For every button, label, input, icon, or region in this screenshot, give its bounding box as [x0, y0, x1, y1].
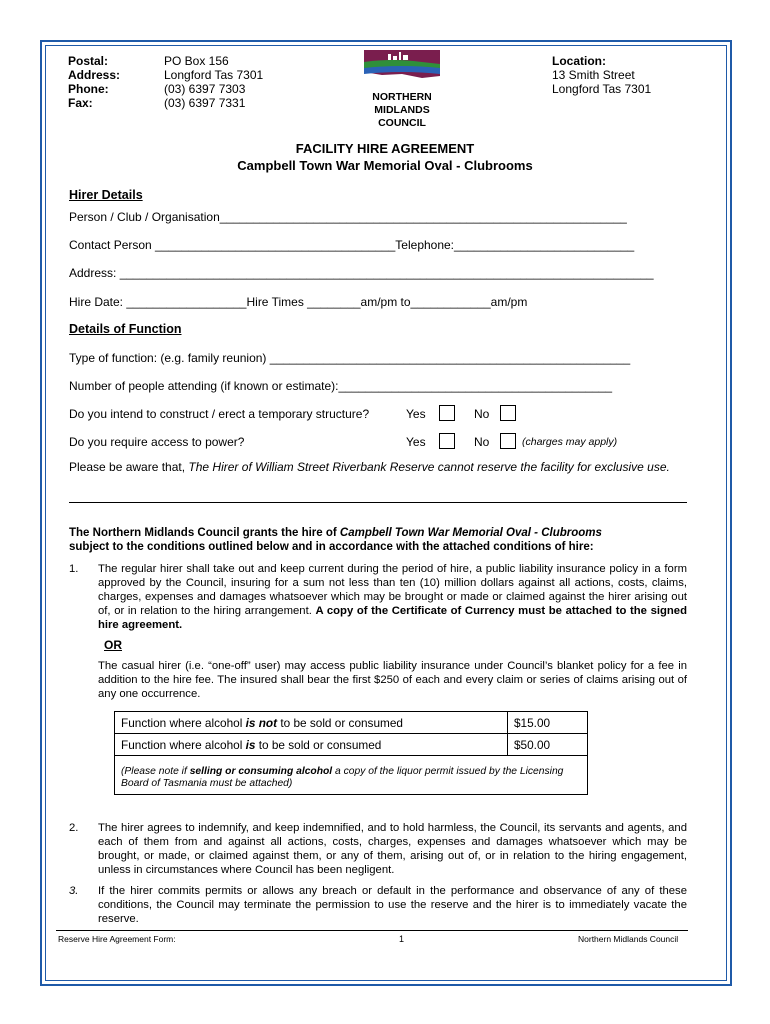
logo-line-3: COUNCIL — [378, 117, 426, 129]
hire-date-field[interactable]: Hire Date: __________________Hire Times ________am/pm to____________am/pm — [69, 295, 528, 309]
location-block — [552, 54, 651, 96]
address-label: Address: — [68, 68, 121, 82]
condition-1-bold: A copy of the Certificate of Currency must be attached to the signed hire agreement. — [98, 605, 687, 631]
contact-values — [164, 54, 263, 110]
contact-labels — [68, 54, 120, 110]
fee-note-row — [115, 756, 588, 795]
logo-text — [352, 91, 452, 130]
logo-line-2: MIDLANDS — [374, 104, 430, 116]
document-title — [0, 140, 770, 174]
grant-text-2: subject to the conditions outlined below and in accordance with the attached conditions of hire: — [69, 541, 594, 553]
phone-label: Phone: — [68, 82, 109, 96]
power-no-label: No — [474, 435, 490, 449]
grant-facility: Campbell Town War Memorial Oval - Clubrooms — [339, 527, 602, 539]
footer-council-name: Northern Midlands Council — [578, 934, 679, 944]
hirer-details-heading: Hirer Details — [69, 188, 143, 202]
address-field[interactable]: Address: ________________________________________________________________________________ — [69, 266, 654, 280]
grant-text-1: The Northern Midlands Council grants the hire of — [69, 527, 340, 539]
phone-value: (03) 6397 7303 — [164, 82, 246, 96]
condition-3-number: 3. — [69, 885, 79, 897]
footer-rule — [56, 930, 688, 931]
power-question: Do you require access to power? — [69, 435, 245, 449]
grant-statement — [69, 526, 687, 554]
fee-row — [115, 712, 588, 734]
fax-value: (03) 6397 7331 — [164, 96, 246, 110]
condition-2-number: 2. — [69, 822, 79, 834]
casual-hirer-text: The casual hirer (i.e. “one-off” user) may access public liability insurance under Council’s blanket policy for a fee in addition to the hire fee. The insured shall bear the first $250 of each and every claim or series of claims arising out of any one occurrence. — [98, 660, 687, 700]
structure-no-checkbox[interactable] — [500, 405, 516, 421]
location-street: 13 Smith Street — [552, 68, 635, 82]
address-value: Longford Tas 7301 — [164, 68, 264, 82]
postal-value: PO Box 156 — [164, 54, 229, 68]
council-logo-graphic — [362, 48, 442, 84]
fee-description: Function where alcohol is to be sold or consumed — [115, 734, 508, 756]
charges-note: (charges may apply) — [522, 436, 618, 448]
or-label: OR — [104, 638, 122, 652]
location-label: Location: — [552, 54, 606, 68]
notice-italic: The Hirer of William Street Riverbank Reserve cannot reserve the facility for exclusive use. — [188, 460, 670, 474]
power-no-checkbox[interactable] — [500, 433, 516, 449]
title-line-2: Campbell Town War Memorial Oval - Clubrooms — [237, 158, 533, 173]
logo-line-1: NORTHERN — [372, 91, 432, 103]
condition-1-text — [98, 562, 687, 632]
people-attending-field[interactable]: Number of people attending (if known or estimate):_________________________________________ — [69, 379, 613, 393]
power-yes-label: Yes — [406, 435, 426, 449]
fee-description: Function where alcohol is not to be sold or consumed — [115, 712, 508, 734]
location-town: Longford Tas 7301 — [552, 82, 652, 96]
insurance-fee-table — [114, 711, 588, 795]
structure-yes-label: Yes — [406, 407, 426, 421]
condition-2-text: The hirer agrees to indemnify, and keep indemnified, and to hold harmless, the Council, its servants and agents, and each of them from and against all actions, costs, charges, expenses and damages whatsoever which may be brought, or made, or claimed against them, or any of them, arising out of, or in relation to the hiring engagement, unless in circumstances where Council has been negligent. — [98, 822, 687, 876]
condition-1-body: The regular hirer shall take out and keep current during the period of hire, a public liability insurance policy in a form approved by the Council, insuring for a sum not less than ten (10) million dollars against all actions, costs, claims, charges, expenses and damages whatsoever which may be brought or made or claimed against the hirer arising out of, or in relation to the hiring arrangement. — [98, 563, 687, 617]
structure-yes-checkbox[interactable] — [439, 405, 455, 421]
council-logo — [362, 48, 442, 84]
exclusive-use-notice — [69, 460, 687, 475]
section-divider — [69, 502, 687, 503]
person-field[interactable]: Person / Club / Organisation_____________________________________________________________ — [69, 210, 627, 224]
fee-amount: $50.00 — [508, 734, 588, 756]
function-details-heading: Details of Function — [69, 322, 182, 336]
footer-page-number: 1 — [399, 934, 405, 944]
contact-person-field[interactable]: Contact Person ____________________________________Telephone:___________________________ — [69, 238, 635, 252]
liquor-permit-note: (Please note if selling or consuming alcohol a copy of the liquor permit issued by the Licensing Board of Tasmania must be attached) — [115, 756, 588, 795]
fee-amount: $15.00 — [508, 712, 588, 734]
fax-label: Fax: — [68, 96, 93, 110]
condition-3-text: If the hirer commits permits or allows any breach or default in the performance and observance of any of these conditions, the Council may terminate the permission to use the reserve and the hirer is to immediately vacate the reserve. — [98, 885, 687, 925]
power-yes-checkbox[interactable] — [439, 433, 455, 449]
footer-form-name: Reserve Hire Agreement Form: — [58, 934, 176, 944]
function-type-field[interactable]: Type of function: (e.g. family reunion) ______________________________________________________ — [69, 351, 631, 365]
notice-prefix: Please be aware that, — [69, 460, 189, 474]
structure-question: Do you intend to construct / erect a temporary structure? — [69, 407, 370, 421]
structure-no-label: No — [474, 407, 490, 421]
title-line-1: FACILITY HIRE AGREEMENT — [295, 141, 475, 156]
condition-1-number: 1. — [69, 563, 79, 575]
postal-label: Postal: — [68, 54, 109, 68]
fee-row — [115, 734, 588, 756]
